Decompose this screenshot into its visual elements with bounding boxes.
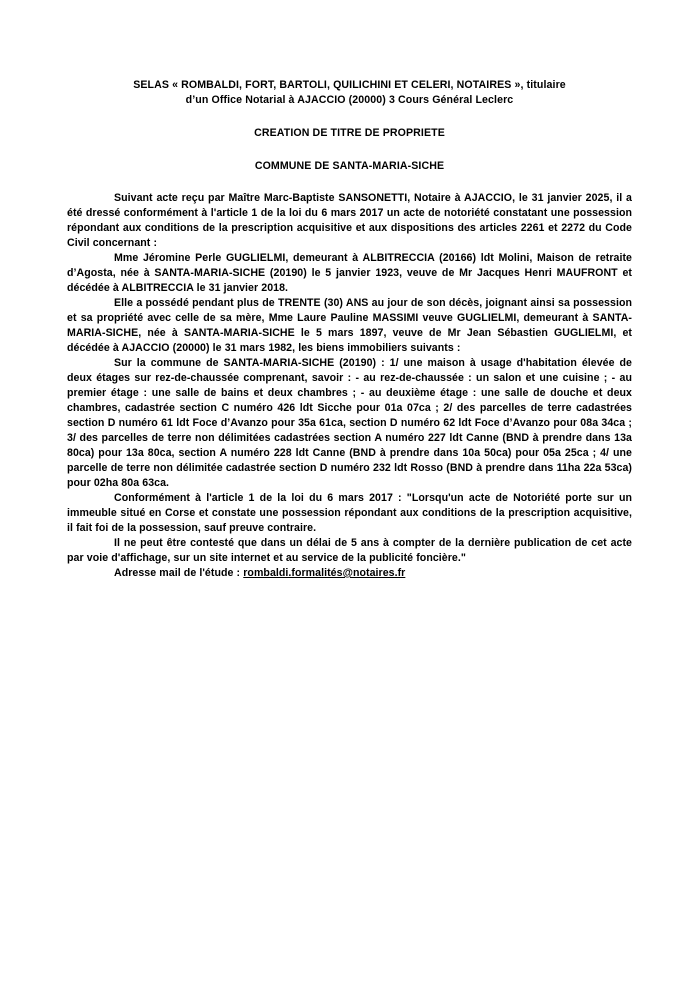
contact-email-label: Adresse mail de l'étude : [114,567,244,579]
notary-office-header [67,78,632,108]
paragraph-act-reference: Suivant acte reçu par Maître Marc-Baptiste SANSONETTI, Notaire à AJACCIO, le 31 janvier 2025, il a été dressé conformément à l'article 1 de la loi du 6 mars 2017 un acte de notoriété constatant une possession répondant aux conditions de la prescription acquisitive et aux dispositions des articles 2261 et 2272 du Code Civil concernant : [67,192,632,249]
document-content [67,78,632,581]
spacer-after-title [67,141,632,159]
paragraph-property-description: Sur la commune de SANTA-MARIA-SICHE (20190) : 1/ une maison à usage d'habitation élevée de deux étages sur rez-de-chaussée comprenant, savoir : - au rez-de-chaussée : un salon et une cuisine ; - au premier étage : une salle de bains et deux chambres ; - au deuxième étage : une salle de douche et deux chambres, cadastrée section C numéro 426 ldt Sicche pour 01a 07ca ; 2/ des parcelles de terre cadastrées section D numéro 61 ldt Foce d’Avanzo pour 35a 61ca, section D numéro 62 ldt Foce d’Avanzo pour 08a 34ca ; 3/ des parcelles de terre non délimitées cadastrées section A numéro 227 ldt Canne (BND à prendre dans 13a 80ca) pour 13a 80ca, section A numéro 228 ldt Canne (BND à prendre dans 10a 50ca) pour 05a 25ca ; 4/ une parcelle de terre non délimitée cadastrée section D numéro 232 ldt Rosso (BND à prendre dans 11ha 22a 53ca) pour 02ha 80a 63ca. [67,357,632,489]
spacer-after-header [67,108,632,126]
document-title: CREATION DE TITRE DE PROPRIETE [254,127,445,139]
paragraph-possession-history: Elle a possédé pendant plus de TRENTE (30) ANS au jour de son décès, joignant ainsi sa possession et sa propriété avec celle de sa mère, Mme Laure Pauline MASSIMI veuve GUGLIELMI, demeurant à SANTA-MARIA-SICHE, née à SANTA-MARIA-SICHE le 5 mars 1897, veuve de Mr Jean Sébastien GUGLIELMI, et décédée à AJACCIO (20000) le 31 mars 1982, les biens immobiliers suivants : [67,297,632,354]
paragraph-contact-email [67,566,632,581]
document-body [67,191,632,581]
paragraph-law-quote: Conformément à l'article 1 de la loi du 6 mars 2017 : "Lorsqu'un acte de Notoriété porte sur un immeuble situé en Corse et constate une possession répondant aux conditions de la prescription acquisitive, il fait foi de la possession, sauf preuve contraire. [67,492,632,534]
paragraph-deceased-person: Mme Jéromine Perle GUGLIELMI, demeurant à ALBITRECCIA (20166) ldt Molini, Maison de retraite d’Agosta, née à SANTA-MARIA-SICHE (20190) le 5 janvier 1923, veuve de Mr Jacques Henri MAUFRONT et décédée à ALBITRECCIA le 31 janvier 2018. [67,252,632,294]
notary-office-header-line2: d’un Office Notarial à AJACCIO (20000) 3 Cours Général Leclerc [185,94,514,106]
paragraph-contestation-period: Il ne peut être contesté que dans un délai de 5 ans à compter de la dernière publication de cet acte par voie d'affichage, sur un site internet et au service de la publicité foncière." [67,537,632,564]
document-subtitle-commune: COMMUNE DE SANTA-MARIA-SICHE [254,160,445,172]
notary-office-header-line1: SELAS « ROMBALDI, FORT, BARTOLI, QUILICHINI ET CELERI, NOTAIRES », titulaire [133,79,566,91]
contact-email-link[interactable]: rombaldi.formalités@notaires.fr [243,567,406,579]
